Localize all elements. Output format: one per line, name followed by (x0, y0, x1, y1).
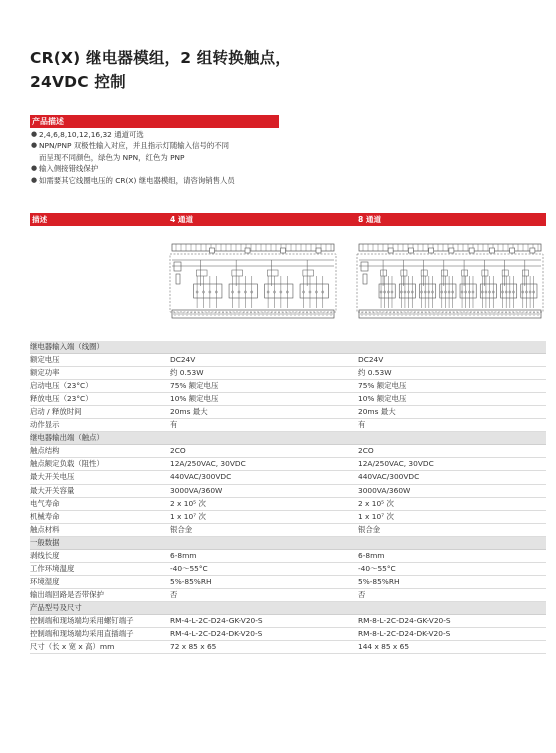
feature-text: 2,4,6,8,10,12,16,32 通道可选 (39, 130, 144, 139)
row-label: 动作显示 (30, 420, 60, 430)
value-4-channel: 20ms 最大 (170, 407, 208, 417)
table-row (30, 589, 546, 602)
feature-item (30, 152, 300, 163)
title-line-2: 24VDC 控制 (30, 73, 126, 91)
feature-item (30, 129, 300, 140)
row-label: 最大开关容量 (30, 485, 75, 495)
feature-list (30, 129, 300, 186)
value-8-channel: 2CO (358, 446, 374, 456)
title-line-1: CR(X) 继电器模组，2 组转换触点， (30, 49, 292, 67)
feature-item (30, 163, 300, 174)
row-label: 环境湿度 (30, 576, 60, 586)
table-row (30, 615, 546, 628)
table-row (30, 511, 546, 524)
table-row (30, 471, 546, 484)
row-label: 触点材料 (30, 524, 60, 534)
table-row (30, 406, 546, 419)
feature-item (30, 175, 300, 186)
table-row (30, 641, 546, 654)
table-row (30, 354, 546, 367)
wiring-diagram-8ch (355, 240, 545, 322)
row-label: 最大开关电压 (30, 472, 75, 482)
value-8-channel: 有 (358, 420, 366, 430)
section-header-row (30, 537, 546, 550)
feature-text: 输入侧接错线保护 (39, 164, 99, 174)
row-label: 继电器输入端（线圈） (30, 342, 104, 351)
value-4-channel: 10% 额定电压 (170, 394, 219, 404)
spec-header-8-channel: 8 通道 (358, 215, 382, 224)
row-label: 产品型号及尺寸 (30, 602, 82, 612)
value-8-channel: 6-8mm (358, 550, 385, 560)
spec-table (30, 341, 546, 654)
row-label: 控制端和现场端均采用直插端子 (30, 629, 134, 639)
row-label: 机械寿命 (30, 511, 60, 521)
row-label: 触点结构 (30, 446, 60, 456)
value-4-channel: -40～55°C (170, 563, 208, 573)
row-label: 一般数据 (30, 537, 60, 547)
value-4-channel: 6-8mm (170, 550, 197, 560)
table-row (30, 550, 546, 563)
table-row (30, 524, 546, 537)
row-label: 工作环境温度 (30, 563, 75, 573)
value-4-channel: 72 x 85 x 65 (170, 642, 217, 652)
value-4-channel: DC24V (170, 355, 196, 365)
page-title (30, 46, 510, 94)
spec-header-description: 描述 (32, 215, 48, 224)
bullet-icon: ● (31, 175, 38, 184)
row-label: 释放电压（23°C） (30, 394, 93, 404)
table-row (30, 445, 546, 458)
value-8-channel: 20ms 最大 (358, 407, 396, 417)
value-8-channel: RM-8-L-2C-D24-DK-V20-S (358, 629, 451, 639)
value-8-channel: 75% 额定电压 (358, 381, 407, 391)
row-label: 额定电压 (30, 355, 60, 365)
feature-item (30, 140, 300, 151)
value-8-channel: 3000VA/360W (358, 485, 411, 495)
row-label: 启动电压（23°C） (30, 381, 93, 391)
bullet-icon: ● (31, 130, 38, 138)
table-row (30, 498, 546, 511)
table-row (30, 458, 546, 471)
value-4-channel: 约 0.53W (170, 368, 204, 378)
value-8-channel: -40～55°C (358, 563, 396, 573)
table-row (30, 367, 546, 380)
value-8-channel: 2 x 10⁵ 次 (358, 498, 394, 508)
value-8-channel: 12A/250VAC, 30VDC (358, 459, 434, 469)
value-8-channel: RM-8-L-2C-D24-GK-V20-S (358, 615, 451, 625)
value-4-channel: 440VAC/300VDC (170, 472, 232, 482)
value-4-channel: RM-4-L-2C-D24-DK-V20-S (170, 629, 263, 639)
feature-text: NPN/PNP 双极性输入对应，并且指示灯随输入信号的不同 (39, 141, 230, 151)
value-8-channel: 440VAC/300VDC (358, 472, 420, 482)
spec-header-bar (30, 213, 546, 226)
spec-header-4-channel: 4 通道 (170, 215, 194, 224)
value-8-channel: 5%-85%RH (358, 576, 400, 586)
value-8-channel: 1 x 10⁷ 次 (358, 511, 394, 521)
value-8-channel: 10% 额定电压 (358, 394, 407, 404)
value-4-channel: 12A/250VAC, 30VDC (170, 459, 246, 469)
table-row (30, 576, 546, 589)
table-row (30, 380, 546, 393)
section-header-row (30, 432, 546, 445)
value-8-channel: 144 x 85 x 65 (358, 642, 410, 652)
value-8-channel: 银合金 (358, 524, 381, 534)
value-4-channel: 有 (170, 420, 178, 430)
value-4-channel: 银合金 (170, 524, 193, 534)
row-label: 启动 / 释放时间 (30, 407, 82, 417)
row-label: 触点额定负载（阻性） (30, 459, 104, 469)
value-4-channel: RM-4-L-2C-D24-GK-V20-S (170, 615, 263, 625)
feature-text: 而呈现不同颜色，绿色为 NPN，红色为 PNP (39, 152, 185, 162)
table-row (30, 419, 546, 432)
value-8-channel: 否 (358, 589, 366, 599)
wiring-diagram-4ch (168, 240, 338, 322)
value-4-channel: 2CO (170, 446, 186, 456)
section-header-row (30, 602, 546, 615)
bullet-icon: ● (31, 141, 38, 150)
value-4-channel: 3000VA/360W (170, 485, 223, 495)
table-row (30, 393, 546, 406)
product-description-header (30, 115, 279, 128)
value-4-channel: 75% 额定电压 (170, 381, 219, 391)
row-label: 输出端回路是否带保护 (30, 589, 104, 599)
feature-text: 如需要其它线圈电压的 CR(X) 继电器模组，请咨询销售人员 (39, 175, 235, 185)
value-4-channel: 2 x 10⁵ 次 (170, 498, 206, 508)
row-label: 尺寸（长 x 宽 x 高）mm (30, 642, 115, 652)
row-label: 剥线长度 (30, 550, 60, 560)
table-row (30, 628, 546, 641)
bullet-icon: ● (31, 164, 38, 173)
value-4-channel: 5%-85%RH (170, 576, 212, 586)
value-8-channel: 约 0.53W (358, 368, 392, 378)
table-row (30, 563, 546, 576)
section-header-row (30, 341, 546, 354)
row-label: 控制端和现场端均采用螺钉端子 (30, 615, 134, 625)
product-description-label: 产品描述 (32, 117, 64, 126)
row-label: 继电器输出端（触点） (30, 433, 104, 443)
table-row (30, 485, 546, 498)
row-label: 额定功率 (30, 368, 60, 378)
value-4-channel: 1 x 10⁷ 次 (170, 511, 206, 521)
row-label: 电气寿命 (30, 498, 60, 508)
value-4-channel: 否 (170, 589, 178, 599)
value-8-channel: DC24V (358, 355, 384, 365)
